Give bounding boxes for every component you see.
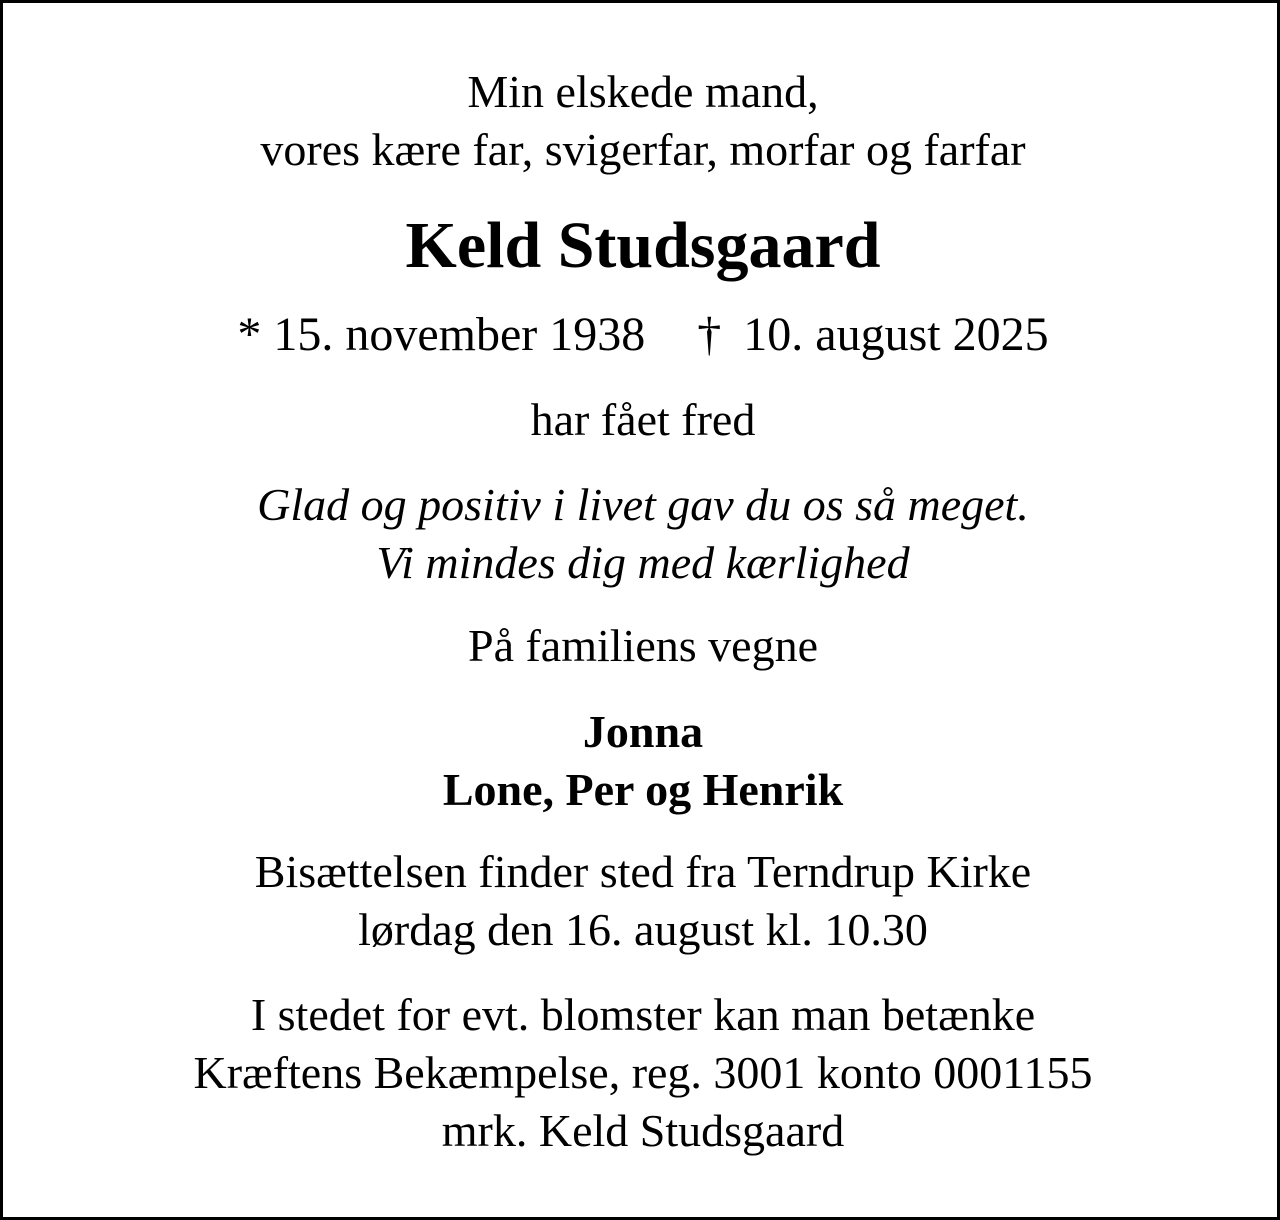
- donation-line-1: I stedet for evt. blomster kan man betænke: [250, 989, 1036, 1040]
- donation-line-2: Kræftens Bekæmpelse, reg. 3001 konto 0001155: [193, 1047, 1093, 1098]
- death-date: 10. august 2025: [743, 308, 1049, 361]
- death-cross-symbol: †: [697, 308, 722, 361]
- verse-line-2: Vi mindes dig med kærlighed: [376, 537, 910, 588]
- intro-line-2: vores kære far, svigerfar, morfar og farfar: [260, 124, 1026, 175]
- service-line-2: lørdag den 16. august kl. 10.30: [358, 904, 928, 955]
- deceased-name: Keld Studsgaard: [405, 209, 881, 282]
- intro-line-1: Min elskede mand,: [467, 66, 819, 117]
- on-behalf-text: På familiens vegne: [467, 620, 818, 671]
- signatory-line-1: Jonna: [582, 706, 704, 757]
- verse-line-1: Glad og positiv i livet gav du os så meget.: [257, 479, 1029, 530]
- birth-date: * 15. november 1938: [237, 308, 646, 361]
- service-line-1: Bisættelsen finder sted fra Terndrup Kirke: [254, 846, 1032, 897]
- signatory-line-2: Lone, Per og Henrik: [442, 764, 844, 815]
- peace-text: har fået fred: [530, 394, 756, 445]
- life-dates: [3, 308, 1280, 361]
- donation-line-3: mrk. Keld Studsgaard: [441, 1105, 845, 1156]
